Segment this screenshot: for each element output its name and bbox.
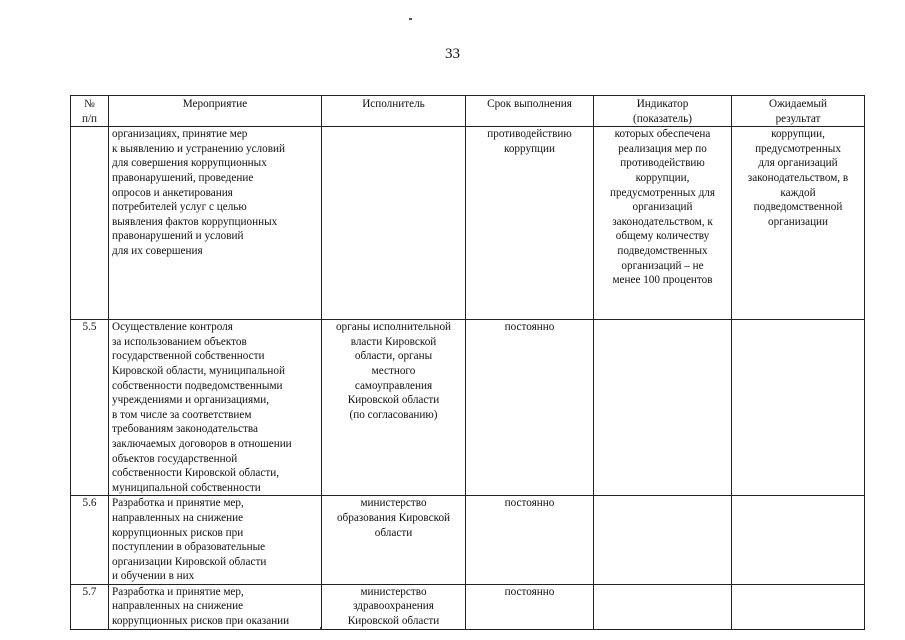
row-result <box>732 496 865 585</box>
header-number: № п/п <box>71 96 109 127</box>
row-number: 5.6 <box>71 496 109 585</box>
row-indicator <box>594 584 732 629</box>
row-indicator <box>594 496 732 585</box>
row-deadline: противодействию коррупции <box>466 127 594 320</box>
anticorruption-plan-table <box>70 95 865 630</box>
header-executor: Исполнитель <box>322 96 466 127</box>
row-number <box>71 127 109 320</box>
row-executor <box>322 127 466 320</box>
row-result <box>732 320 865 496</box>
row-executor: министерство образования Кировской области <box>322 496 466 585</box>
row-measure: Разработка и принятие мер, направленных на снижение коррупционных рисков при оказании <box>109 584 322 629</box>
header-indicator: Индикатор (показатель) <box>594 96 732 127</box>
header-deadline: Срок выполнения <box>466 96 594 127</box>
scan-speck <box>409 18 412 20</box>
row-measure: Осуществление контроля за использованием объектов государственной собственности Кировской области, муниципальной собственности подведомственными учреждениями и организациями, в том числе за соответствием требованиям законодательства заключаемых договоров в отношении объектов государственной собственности Кировской области, муниципальной собственности <box>109 320 322 496</box>
row-deadline: постоянно <box>466 584 594 629</box>
table-header-row <box>71 96 865 127</box>
row-measure: Разработка и принятие мер, направленных на снижение коррупционных рисков при поступлении в образовательные организации Кировской области и обучении в них <box>109 496 322 585</box>
row-executor: органы исполнительной власти Кировской области, органы местного самоуправления Кировской области (по согласованию) <box>322 320 466 496</box>
header-result: Ожидаемый результат <box>732 96 865 127</box>
table-row <box>71 496 865 585</box>
row-result <box>732 584 865 629</box>
row-deadline: постоянно <box>466 496 594 585</box>
row-indicator: которых обеспечена реализация мер по противодействию коррупции, предусмотренных для организаций законодательством, к общему количеству подведомственных организаций – не менее 100 процентов <box>594 127 732 320</box>
row-number: 5.7 <box>71 584 109 629</box>
table-row <box>71 127 865 320</box>
row-deadline: постоянно <box>466 320 594 496</box>
header-measure: Мероприятие <box>109 96 322 127</box>
table-row <box>71 320 865 496</box>
row-measure: организациях, принятие мер к выявлению и устранению условий для совершения коррупционных правонарушений, проведение опросов и анкетирования потребителей услуг с целью выявления фактов коррупционных правонарушений и условий для их совершения <box>109 127 322 320</box>
page-number: 33 <box>445 46 460 62</box>
row-result: коррупции, предусмотренных для организаций законодательством, в каждой подведомственной организации <box>732 127 865 320</box>
table-row <box>71 584 865 629</box>
row-number: 5.5 <box>71 320 109 496</box>
row-indicator <box>594 320 732 496</box>
row-executor: министерство здравоохранения Кировской области <box>322 584 466 629</box>
